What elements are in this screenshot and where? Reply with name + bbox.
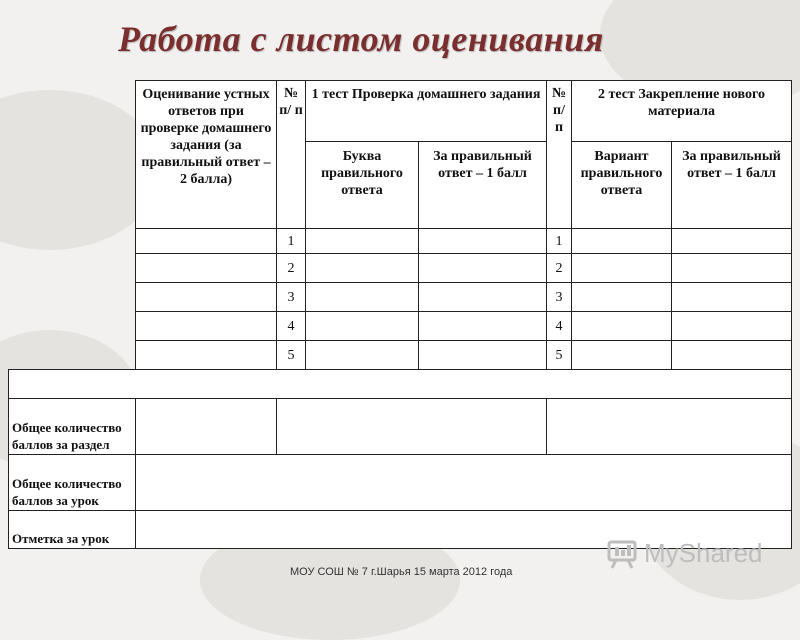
table-cell: [546, 398, 792, 455]
table-cell: [571, 340, 672, 370]
table-cell: [671, 311, 792, 341]
row-number-test2: 3: [546, 282, 572, 312]
myshared-logo: [606, 538, 763, 569]
header-oral-answers: Оценивание устных ответов при проверке домашнего задания (за правильный ответ – 2 балла): [135, 80, 277, 229]
table-cell: [305, 311, 419, 341]
header-test-2: 2 тест Закрепление нового материала: [571, 80, 792, 142]
header-number-2: № п/ п: [546, 80, 572, 229]
table-cell: [135, 228, 277, 254]
header-test2-points: За правильный ответ – 1 балл: [671, 141, 792, 229]
header-test1-points: За правильный ответ – 1 балл: [418, 141, 547, 229]
row-number-test2: 4: [546, 311, 572, 341]
table-cell: [671, 253, 792, 283]
presentation-board-icon: [606, 539, 640, 569]
footer-caption: МОУ СОШ № 7 г.Шарья 15 марта 2012 года: [290, 566, 513, 578]
table-cell: [135, 282, 277, 312]
table-cell: [671, 340, 792, 370]
table-cell: [571, 228, 672, 254]
table-cell: [671, 228, 792, 254]
row-number-test1: 3: [276, 282, 306, 312]
table-cell: [305, 282, 419, 312]
table-cell: [276, 398, 547, 455]
table-cell: [305, 228, 419, 254]
header-test2-variant: Вариант правильного ответа: [571, 141, 672, 229]
table-cell: [135, 454, 792, 511]
header-number-1: № п/ п: [276, 80, 306, 229]
table-cell: [135, 311, 277, 341]
table-cell: [135, 340, 277, 370]
table-cell: [135, 253, 277, 283]
spacer-row: [8, 369, 792, 399]
row-number-test1: 1: [276, 228, 306, 254]
table-cell: [571, 311, 672, 341]
table-cell: [305, 253, 419, 283]
row-number-test2: 1: [546, 228, 572, 254]
table-cell: [571, 253, 672, 283]
table-cell: [305, 340, 419, 370]
header-test1-letter: Буква правильного ответа: [305, 141, 419, 229]
row-number-test2: 2: [546, 253, 572, 283]
row-number-test1: 5: [276, 340, 306, 370]
table-cell: [418, 282, 547, 312]
row-number-test2: 5: [546, 340, 572, 370]
table-cell: [671, 282, 792, 312]
table-cell: [571, 282, 672, 312]
table-cell: [418, 340, 547, 370]
logo-text: MyShared: [644, 538, 763, 568]
table-cell: [418, 228, 547, 254]
lesson-mark-label: Отметка за урок: [8, 510, 136, 549]
header-test-1: 1 тест Проверка домашнего задания: [305, 80, 547, 142]
lesson-total-label: Общее количество баллов за урок: [8, 454, 136, 511]
table-cell: [418, 311, 547, 341]
row-number-test1: 2: [276, 253, 306, 283]
table-cell: [418, 253, 547, 283]
table-cell: [135, 398, 277, 455]
section-total-label: Общее количество баллов за раздел: [8, 398, 136, 455]
page-title: Работа с листом оценивания: [118, 19, 604, 59]
row-number-test1: 4: [276, 311, 306, 341]
